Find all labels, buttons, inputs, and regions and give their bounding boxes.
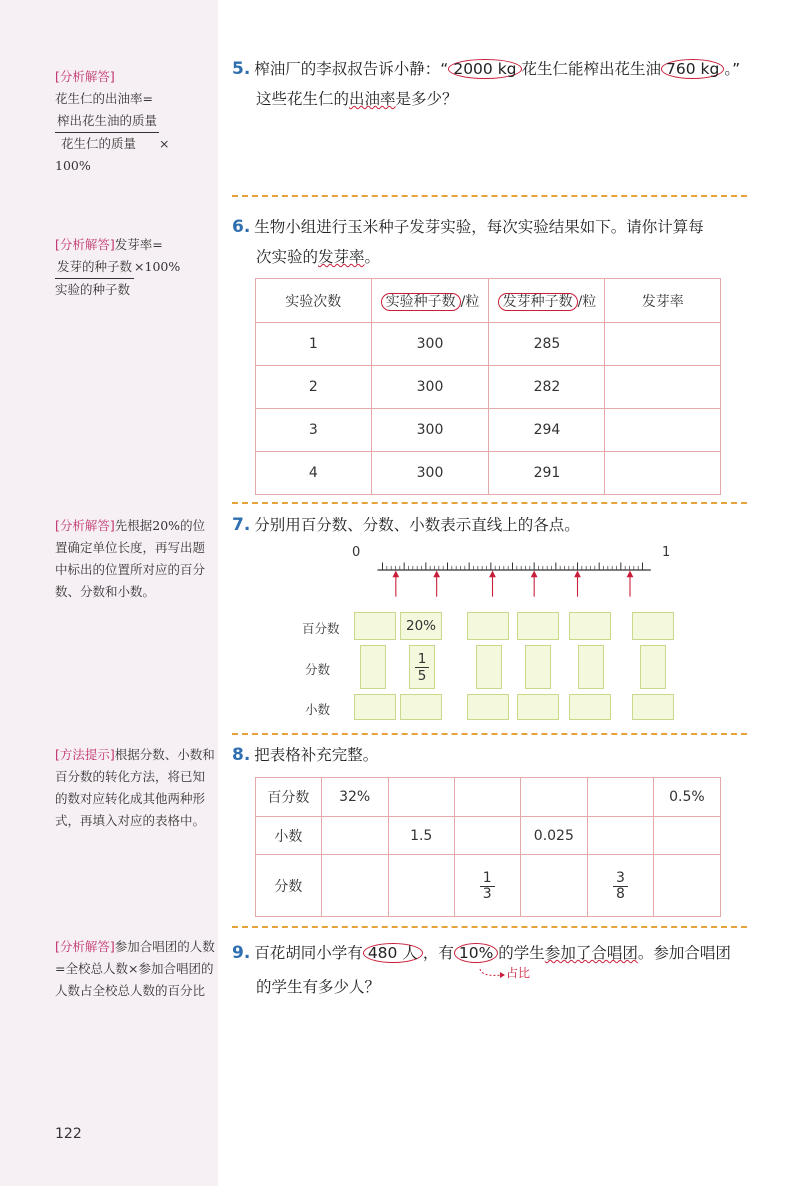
circled-mass-2: 760 kg [661, 59, 724, 79]
answer-box-fraction[interactable] [525, 645, 551, 689]
hint-text: 参加合唱团 [114, 939, 178, 954]
cell-sprouted: 291 [489, 452, 605, 495]
cell-input[interactable] [321, 855, 388, 917]
germination-table [255, 278, 721, 495]
cell-rate-input[interactable] [605, 366, 721, 409]
answer-box-percent[interactable] [569, 612, 611, 640]
hint-tag: [方法提示] [55, 747, 115, 762]
divider [232, 195, 747, 197]
answer-box-percent[interactable] [632, 612, 674, 640]
circled-header: 发芽种子数 [498, 293, 578, 311]
cell-seeds: 300 [371, 323, 489, 366]
hint-text: 根据分数、 [114, 747, 178, 762]
given-box-percent [400, 612, 442, 640]
answer-box-percent[interactable] [517, 612, 559, 640]
cell-input[interactable] [454, 778, 520, 817]
question-8 [232, 740, 378, 770]
answer-box-decimal[interactable] [467, 694, 509, 720]
fraction-denominator: 8 [615, 885, 625, 902]
cell-fraction [454, 855, 520, 917]
question-text: 。参加合唱团 [637, 944, 731, 962]
page-number: 122 [55, 1126, 82, 1142]
cell-input[interactable] [520, 778, 587, 817]
hint-tag: [分析解答] [55, 237, 115, 252]
question-text: 。 [364, 248, 381, 266]
fraction-numerator: 1 [480, 871, 495, 887]
header-unit: /粒 [460, 293, 480, 310]
cell-trial: 4 [256, 452, 372, 495]
answer-box-percent[interactable] [354, 612, 396, 640]
question-5 [232, 54, 740, 114]
header-trial: 实验次数 [256, 279, 372, 323]
hint-text: 的人数=全校总人数×参加合唱团的人数占全校总人数的百分比 [55, 939, 215, 998]
fraction [480, 871, 495, 902]
cell-input[interactable] [454, 817, 520, 855]
hint-denominator: 实验的种子数 [55, 282, 131, 297]
answer-box-fraction[interactable] [640, 645, 666, 689]
cell-rate-input[interactable] [605, 452, 721, 495]
question-number: 5. [232, 59, 251, 79]
table-row [256, 323, 721, 366]
hint-q8 [55, 744, 215, 832]
cell-sprouted: 282 [489, 366, 605, 409]
hint-text: 先根据20% [114, 518, 181, 533]
row-label-fraction: 分数 [305, 662, 331, 677]
hint-tag: [分析解答] [55, 69, 115, 84]
row-label-decimal: 小数 [305, 702, 331, 717]
cell-sprouted: 285 [489, 323, 605, 366]
question-number: 9. [232, 943, 251, 963]
question-text: 百花胡同小学有 [254, 944, 363, 962]
answer-box-percent[interactable] [467, 612, 509, 640]
label-zero: 0 [352, 545, 361, 560]
table-row-fraction [256, 855, 721, 917]
cell-rate-input[interactable] [605, 323, 721, 366]
row-label: 分数 [256, 855, 322, 917]
fraction-numerator: 3 [613, 871, 628, 887]
cell-input[interactable] [388, 778, 454, 817]
cell-seeds: 300 [371, 409, 489, 452]
row-label: 百分数 [256, 778, 322, 817]
circled-percent: 10% [454, 943, 498, 963]
answer-box-fraction[interactable] [578, 645, 604, 689]
hint-numerator: 发芽的种子数 [55, 256, 134, 279]
table-row [256, 452, 721, 495]
question-number: 6. [232, 217, 251, 237]
fraction [613, 871, 628, 902]
table-row [256, 366, 721, 409]
cell-input[interactable] [321, 817, 388, 855]
label-one: 1 [662, 545, 671, 560]
hint-numerator: 榨出花生油的质量 [55, 110, 159, 133]
divider [232, 502, 747, 504]
hint-tag: [分析解答] [55, 939, 115, 954]
fraction-denominator: 3 [482, 885, 492, 902]
circled-mass-1: 2000 kg [448, 59, 521, 79]
cell-input[interactable] [588, 817, 654, 855]
cell-trial: 3 [256, 409, 372, 452]
answer-box-fraction[interactable] [360, 645, 386, 689]
arrow [628, 572, 633, 577]
arrow [532, 572, 537, 577]
cell-seeds: 300 [371, 452, 489, 495]
conversion-table [255, 777, 721, 917]
table-header-row [256, 279, 721, 323]
question-text: ，有 [422, 944, 454, 962]
hint-q7 [55, 515, 215, 603]
header-seeds [371, 279, 489, 323]
question-number: 7. [232, 515, 251, 535]
table-row-percent [256, 778, 721, 817]
point-arrows [393, 572, 632, 597]
question-text: 的学生有多少人？ [256, 978, 381, 996]
fraction-denominator: 5 [417, 667, 427, 684]
cell-input[interactable] [653, 855, 720, 917]
hint-q5 [55, 66, 215, 177]
hint-text: 小数和百分数的转化方法，将已知的数对应转化成其他两种形式，再填入对应的表格中。 [55, 747, 215, 828]
hint-fraction [55, 256, 134, 301]
question-number: 8. [232, 745, 251, 765]
wavy-term: 发芽率 [318, 248, 365, 266]
hint-fraction [55, 110, 159, 155]
cell-input[interactable] [588, 778, 654, 817]
answer-box-decimal[interactable] [517, 694, 559, 720]
cell-rate-input[interactable] [605, 409, 721, 452]
cell-seeds: 300 [371, 366, 489, 409]
question-text: 这些花生仁的 [256, 90, 350, 108]
divider [232, 926, 747, 928]
number-line [350, 560, 680, 610]
annotation-arrow-icon [478, 967, 506, 981]
arrow [490, 572, 495, 577]
row-label: 小数 [256, 817, 322, 855]
hint-text: 发芽率= [114, 237, 163, 252]
arrow [575, 572, 580, 577]
hint-q9 [55, 936, 215, 1002]
table-row-decimal [256, 817, 721, 855]
hint-times: ×100% [134, 259, 181, 274]
hint-times: × [159, 136, 170, 151]
cell-trial: 1 [256, 323, 372, 366]
given-box-fraction [409, 645, 435, 689]
circled-header: 实验种子数 [381, 293, 461, 311]
wavy-term: 出油率 [349, 90, 396, 108]
given-percent: 20% [405, 618, 436, 634]
question-text: 分别用百分数、分数、小数表示直线上的各点。 [254, 516, 580, 534]
question-text: 的学生 [498, 944, 545, 962]
cell-fraction [588, 855, 654, 917]
cell-input[interactable] [388, 855, 454, 917]
hint-denominator: 花生仁的质量 [61, 136, 137, 151]
wavy-term: 参加了合唱团 [544, 944, 638, 962]
cell: 0.025 [520, 817, 587, 855]
question-6 [232, 212, 704, 272]
answer-box-fraction[interactable] [476, 645, 502, 689]
question-text: 把表格补充完整。 [254, 746, 379, 764]
hint-text: 的位置确定单位长度，再写出题中标出的位置所对应的百分数、分数和小数。 [55, 518, 206, 599]
header-sprouted [489, 279, 605, 323]
answer-box-decimal[interactable] [354, 694, 396, 720]
fraction-numerator: 1 [415, 651, 430, 668]
answer-box-decimal[interactable] [569, 694, 611, 720]
question-text: 。” [724, 60, 741, 78]
annotation-text: 占比 [506, 966, 531, 980]
question-text: 是多少？ [395, 90, 458, 108]
cell-input[interactable] [520, 855, 587, 917]
answer-box-decimal[interactable] [632, 694, 674, 720]
header-unit: /粒 [577, 293, 597, 310]
hint-text: 100% [55, 158, 91, 173]
cell: 32% [321, 778, 388, 817]
cell: 0.5% [653, 778, 720, 817]
cell-sprouted: 294 [489, 409, 605, 452]
question-7 [232, 510, 580, 540]
arrow [434, 572, 439, 577]
divider [232, 733, 747, 735]
hint-q6 [55, 234, 215, 301]
question-text: 生物小组进行玉米种子发芽实验，每次实验结果如下。请你计算每 [254, 218, 704, 236]
row-label-percent: 百分数 [302, 621, 340, 636]
answer-box-decimal[interactable] [400, 694, 442, 720]
cell-input[interactable] [653, 817, 720, 855]
number-line-ticks [383, 563, 643, 571]
header-rate: 发芽率 [605, 279, 721, 323]
hint-text: 花生仁的出油率= [55, 91, 153, 106]
question-text: 花生仁能榨出花生油 [521, 60, 662, 78]
hint-tag: [分析解答] [55, 518, 115, 533]
cell: 1.5 [388, 817, 454, 855]
annotation-note [478, 964, 530, 981]
question-text: 次实验的 [256, 248, 319, 266]
question-text: 榨油厂的李叔叔告诉小静：“ [254, 60, 449, 78]
arrow [393, 572, 398, 577]
table-row [256, 409, 721, 452]
circled-total: 480 人 [363, 943, 423, 963]
cell-trial: 2 [256, 366, 372, 409]
